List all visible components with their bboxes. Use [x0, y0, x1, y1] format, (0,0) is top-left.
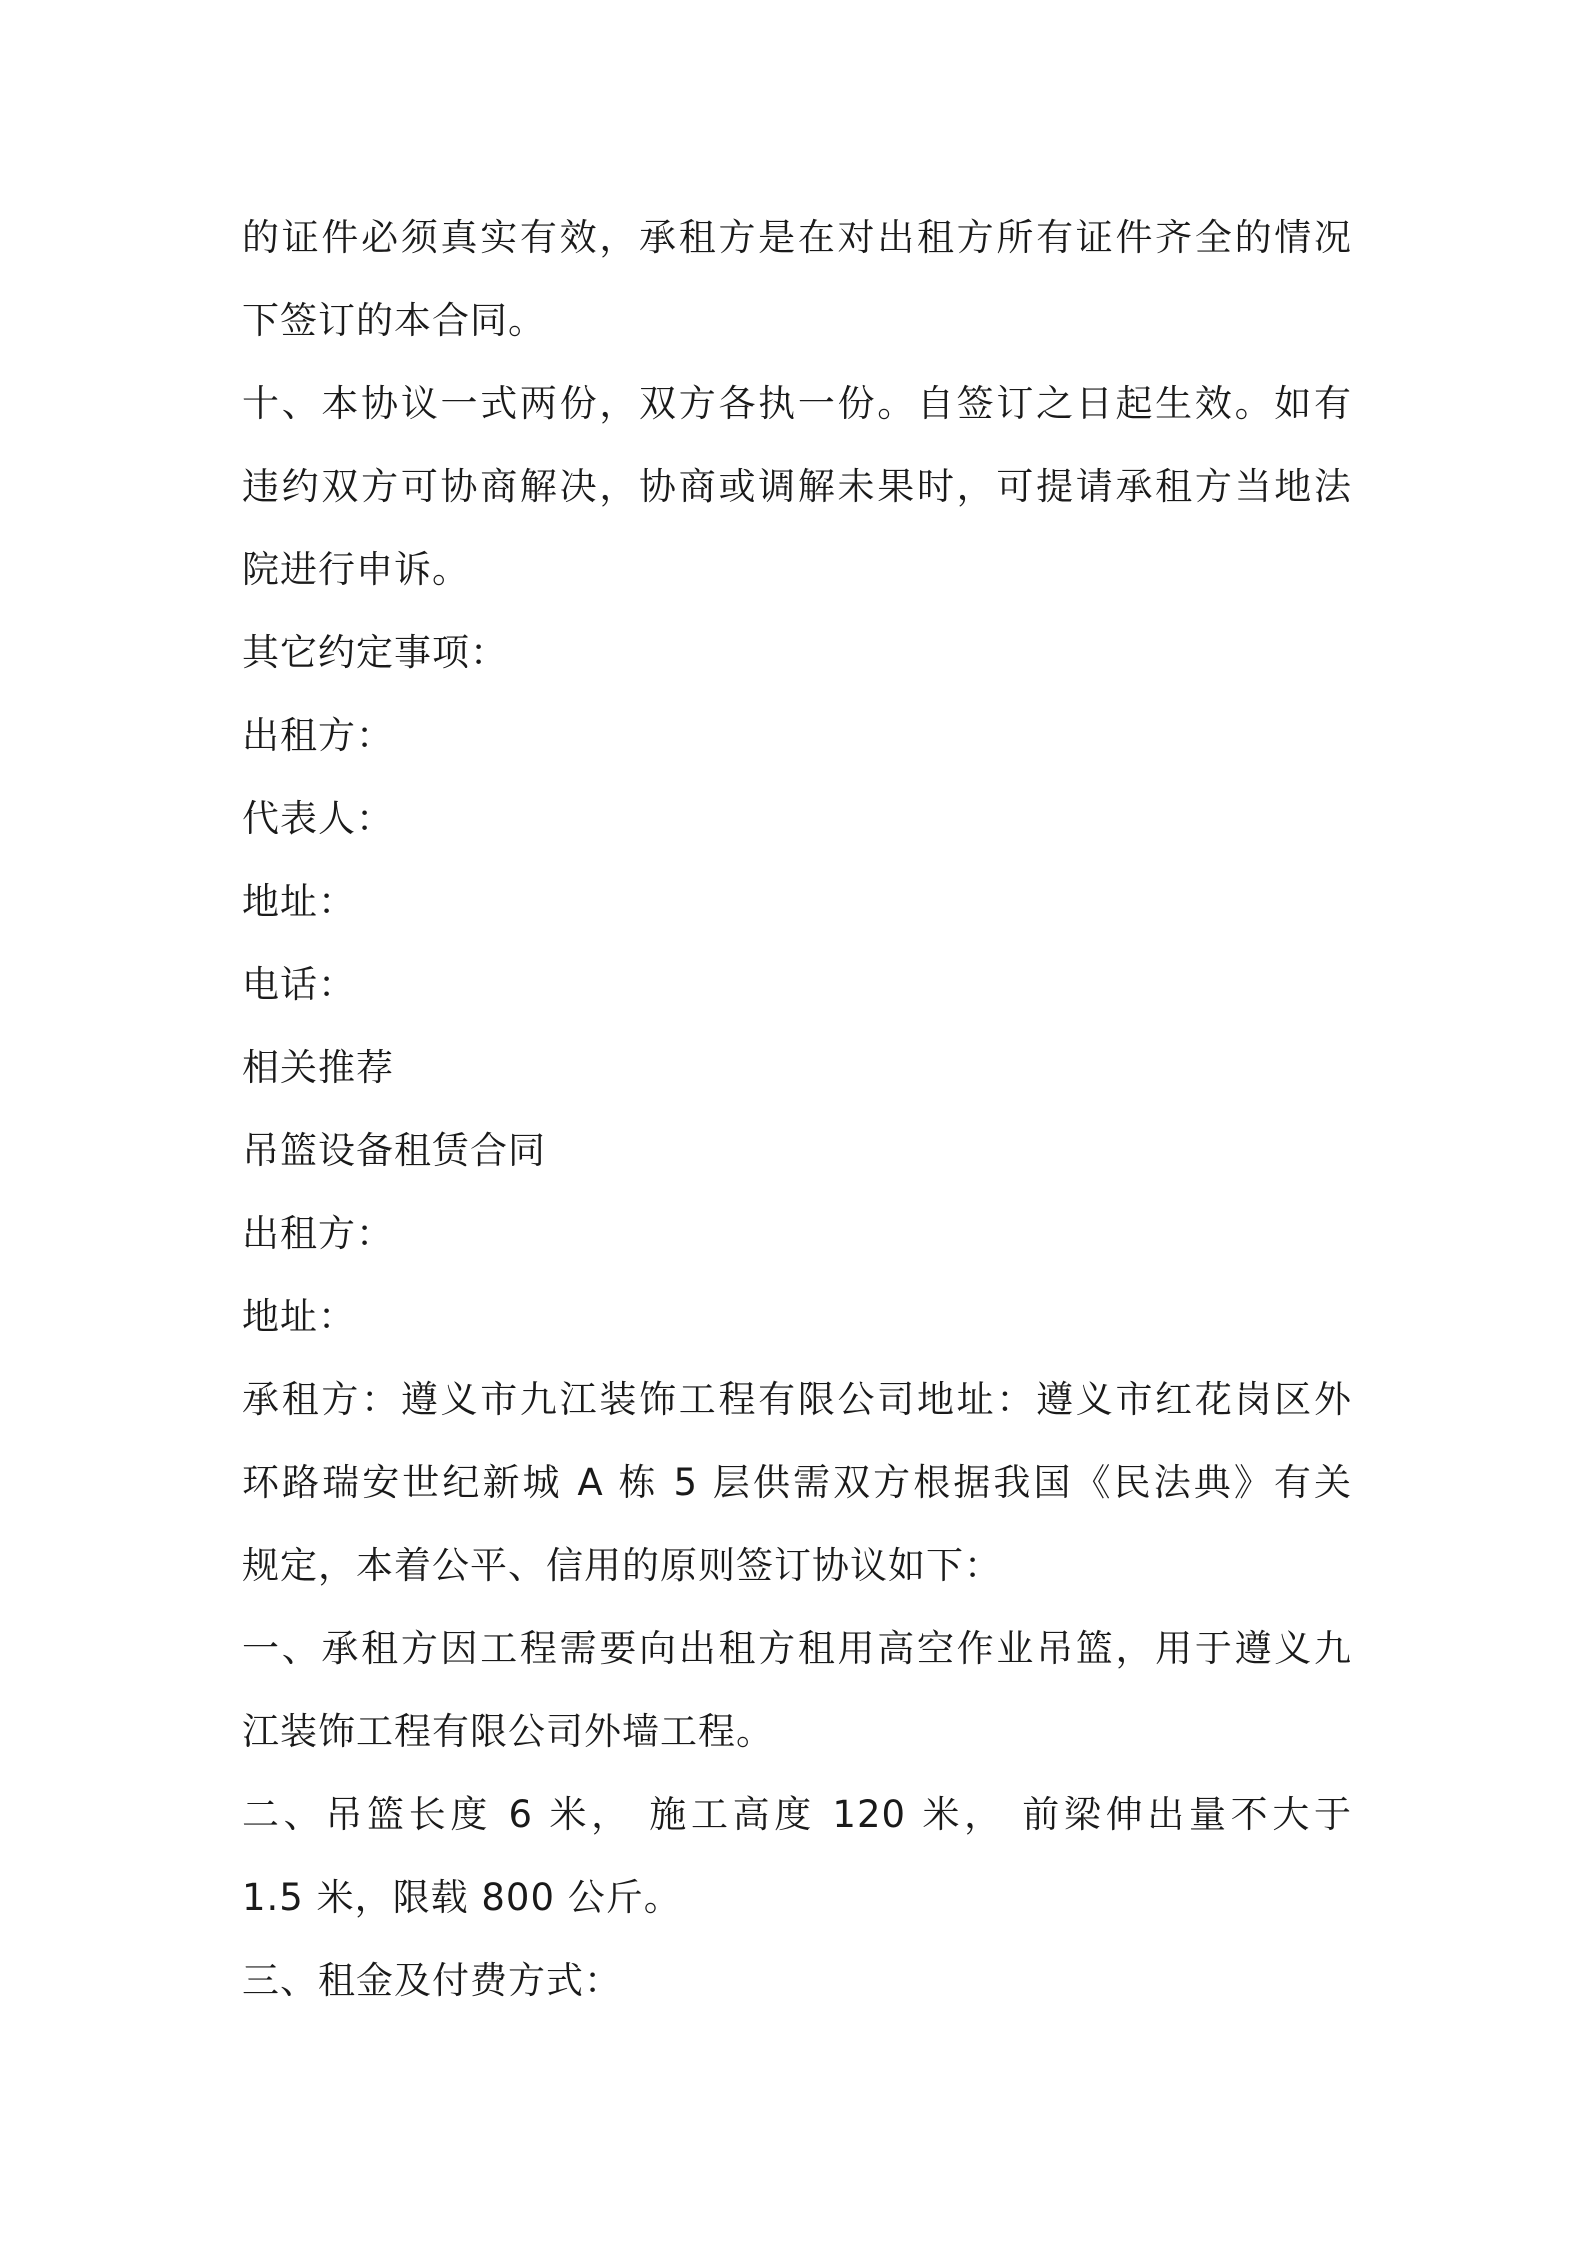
- text-line: 地址：: [242, 1295, 356, 1338]
- text-line: 江装饰工程有限公司外墙工程。: [242, 1710, 774, 1753]
- text-line: 违约双方可协商解决，协商或调解未果时，可提请承租方当地法: [242, 465, 1352, 508]
- text-line: 出租方：: [242, 714, 394, 757]
- text-line: 出租方：: [242, 1212, 394, 1255]
- text-line: 吊篮设备租赁合同: [242, 1129, 546, 1172]
- text-line: 规定，本着公平、信用的原则签订协议如下：: [242, 1544, 1002, 1587]
- text-line: 承租方：遵义市九江装饰工程有限公司地址：遵义市红花岗区外: [242, 1378, 1352, 1421]
- text-line: 电话：: [242, 963, 356, 1006]
- text-line: 其它约定事项：: [242, 631, 508, 674]
- text-line: 一、承租方因工程需要向出租方租用高空作业吊篮，用于遵义九: [242, 1627, 1352, 1670]
- document-body: [242, 196, 1352, 2022]
- text-line: 的证件必须真实有效，承租方是在对出租方所有证件齐全的情况: [242, 216, 1352, 259]
- text-line: 1.5 米，限载 800 公斤。: [242, 1876, 682, 1919]
- text-line: 下签订的本合同。: [242, 299, 546, 342]
- text-line: 相关推荐: [242, 1046, 394, 1089]
- text-line: 二、吊篮长度 6 米， 施工高度 120 米， 前梁伸出量不大于: [242, 1793, 1352, 1836]
- text-line: 十、本协议一式两份，双方各执一份。自签订之日起生效。如有: [242, 382, 1352, 425]
- text-line: 三、租金及付费方式：: [242, 1959, 622, 2002]
- text-line: 代表人：: [242, 797, 394, 840]
- text-line: 地址：: [242, 880, 356, 923]
- text-line: 院进行申诉。: [242, 548, 470, 591]
- text-line: 环路瑞安世纪新城 A 栋 5 层供需双方根据我国《民法典》有关: [242, 1461, 1352, 1504]
